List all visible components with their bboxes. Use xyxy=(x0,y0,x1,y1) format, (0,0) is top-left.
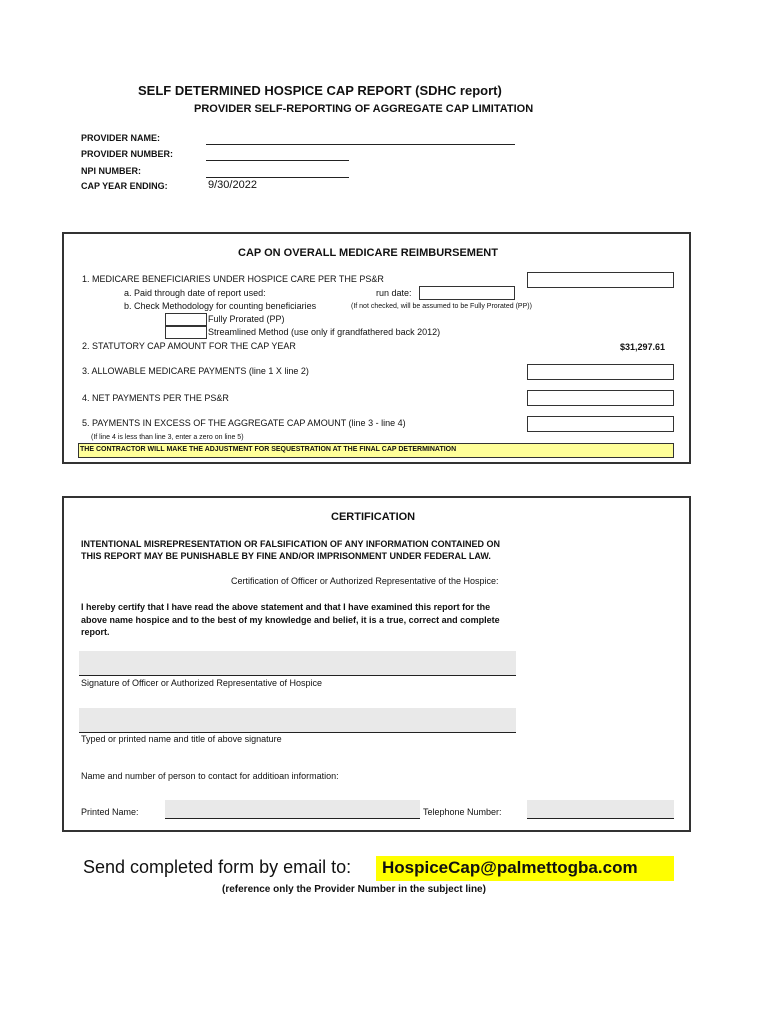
warning-line1: INTENTIONAL MISREPRESENTATION OR FALSIFICATION OF ANY INFORMATION CONTAINED ON xyxy=(81,539,500,549)
printed-name-line xyxy=(165,818,420,819)
email-address[interactable]: HospiceCap@palmettogba.com xyxy=(382,858,638,877)
line5-input[interactable] xyxy=(527,416,674,432)
sequestration-text: THE CONTRACTOR WILL MAKE THE ADJUSTMENT FOR SEQUESTRATION AT THE FINAL CAP DETERMINATION xyxy=(80,446,457,453)
statement-line1: I hereby certify that I have read the above statement and that I have examined this report for the xyxy=(81,602,491,612)
fully-prorated-checkbox[interactable] xyxy=(165,313,207,326)
run-date-input[interactable] xyxy=(419,286,515,300)
line1-input[interactable] xyxy=(527,272,674,288)
warning-line2: THIS REPORT MAY BE PUNISHABLE BY FINE AND/OR IMPRISONMENT UNDER FEDERAL LAW. xyxy=(81,551,491,561)
signature-field[interactable] xyxy=(79,651,516,675)
npi-number-field[interactable] xyxy=(206,177,349,178)
line1b-note: (If not checked, will be assumed to be Fully Prorated (PP)) xyxy=(351,303,532,310)
line4-input[interactable] xyxy=(527,390,674,406)
provider-name-label: PROVIDER NAME: xyxy=(81,133,161,143)
provider-number-field[interactable] xyxy=(206,160,349,161)
reference-note: (reference only the Provider Number in the subject line) xyxy=(222,884,486,895)
statement-line3: report. xyxy=(81,627,110,637)
printed-name-field[interactable] xyxy=(165,800,420,818)
send-form-label: Send completed form by email to: xyxy=(83,857,352,877)
fully-prorated-label: Fully Prorated (PP) xyxy=(208,314,285,324)
provider-number-label: PROVIDER NUMBER: xyxy=(81,149,174,159)
provider-name-field[interactable] xyxy=(206,144,515,145)
telephone-field[interactable] xyxy=(527,800,674,818)
run-date-label: run date: xyxy=(376,288,412,298)
line2-label: 2. STATUTORY CAP AMOUNT FOR THE CAP YEAR xyxy=(82,341,296,351)
certification-of-officer: Certification of Officer or Authorized Representative of the Hospice: xyxy=(231,576,499,586)
line1b-label: b. Check Methodology for counting beneficiaries xyxy=(124,301,317,311)
cap-year-label: CAP YEAR ENDING: xyxy=(81,181,168,191)
line4-label: 4. NET PAYMENTS PER THE PS&R xyxy=(82,393,229,403)
typed-name-label: Typed or printed name and title of above signature xyxy=(81,734,282,744)
line5-note: (If line 4 is less than line 3, enter a zero on line 5) xyxy=(91,434,244,441)
line3-label: 3. ALLOWABLE MEDICARE PAYMENTS (line 1 X line 2) xyxy=(82,366,309,376)
telephone-line xyxy=(527,818,674,819)
contact-label: Name and number of person to contact for additioan information: xyxy=(81,771,339,781)
signature-label: Signature of Officer or Authorized Representative of Hospice xyxy=(81,678,322,688)
certification-heading: CERTIFICATION xyxy=(331,511,416,523)
line3-input[interactable] xyxy=(527,364,674,380)
npi-number-label: NPI NUMBER: xyxy=(81,166,141,176)
cap-section-heading: CAP ON OVERALL MEDICARE REIMBURSEMENT xyxy=(238,247,498,259)
statement-line2: above name hospice and to the best of my knowledge and belief, it is a true, correct and complete xyxy=(81,615,500,625)
streamlined-label: Streamlined Method (use only if grandfathered back 2012) xyxy=(208,327,441,337)
cap-year-value[interactable]: 9/30/2022 xyxy=(208,179,257,191)
line1a-label: a. Paid through date of report used: xyxy=(124,288,266,298)
printed-name-label: Printed Name: xyxy=(81,807,139,817)
signature-line xyxy=(79,675,516,676)
streamlined-checkbox[interactable] xyxy=(165,326,207,339)
typed-name-field[interactable] xyxy=(79,708,516,732)
report-subtitle: PROVIDER SELF-REPORTING OF AGGREGATE CAP LIMITATION xyxy=(194,103,534,115)
line1-label: 1. MEDICARE BENEFICIARIES UNDER HOSPICE CARE PER THE PS&R xyxy=(82,274,384,284)
telephone-label: Telephone Number: xyxy=(423,807,502,817)
line2-value: $31,297.61 xyxy=(620,342,666,352)
report-title: SELF DETERMINED HOSPICE CAP REPORT (SDHC report) xyxy=(138,83,502,98)
typed-name-line xyxy=(79,732,516,733)
line5-label: 5. PAYMENTS IN EXCESS OF THE AGGREGATE CAP AMOUNT (line 3 - line 4) xyxy=(82,418,406,428)
